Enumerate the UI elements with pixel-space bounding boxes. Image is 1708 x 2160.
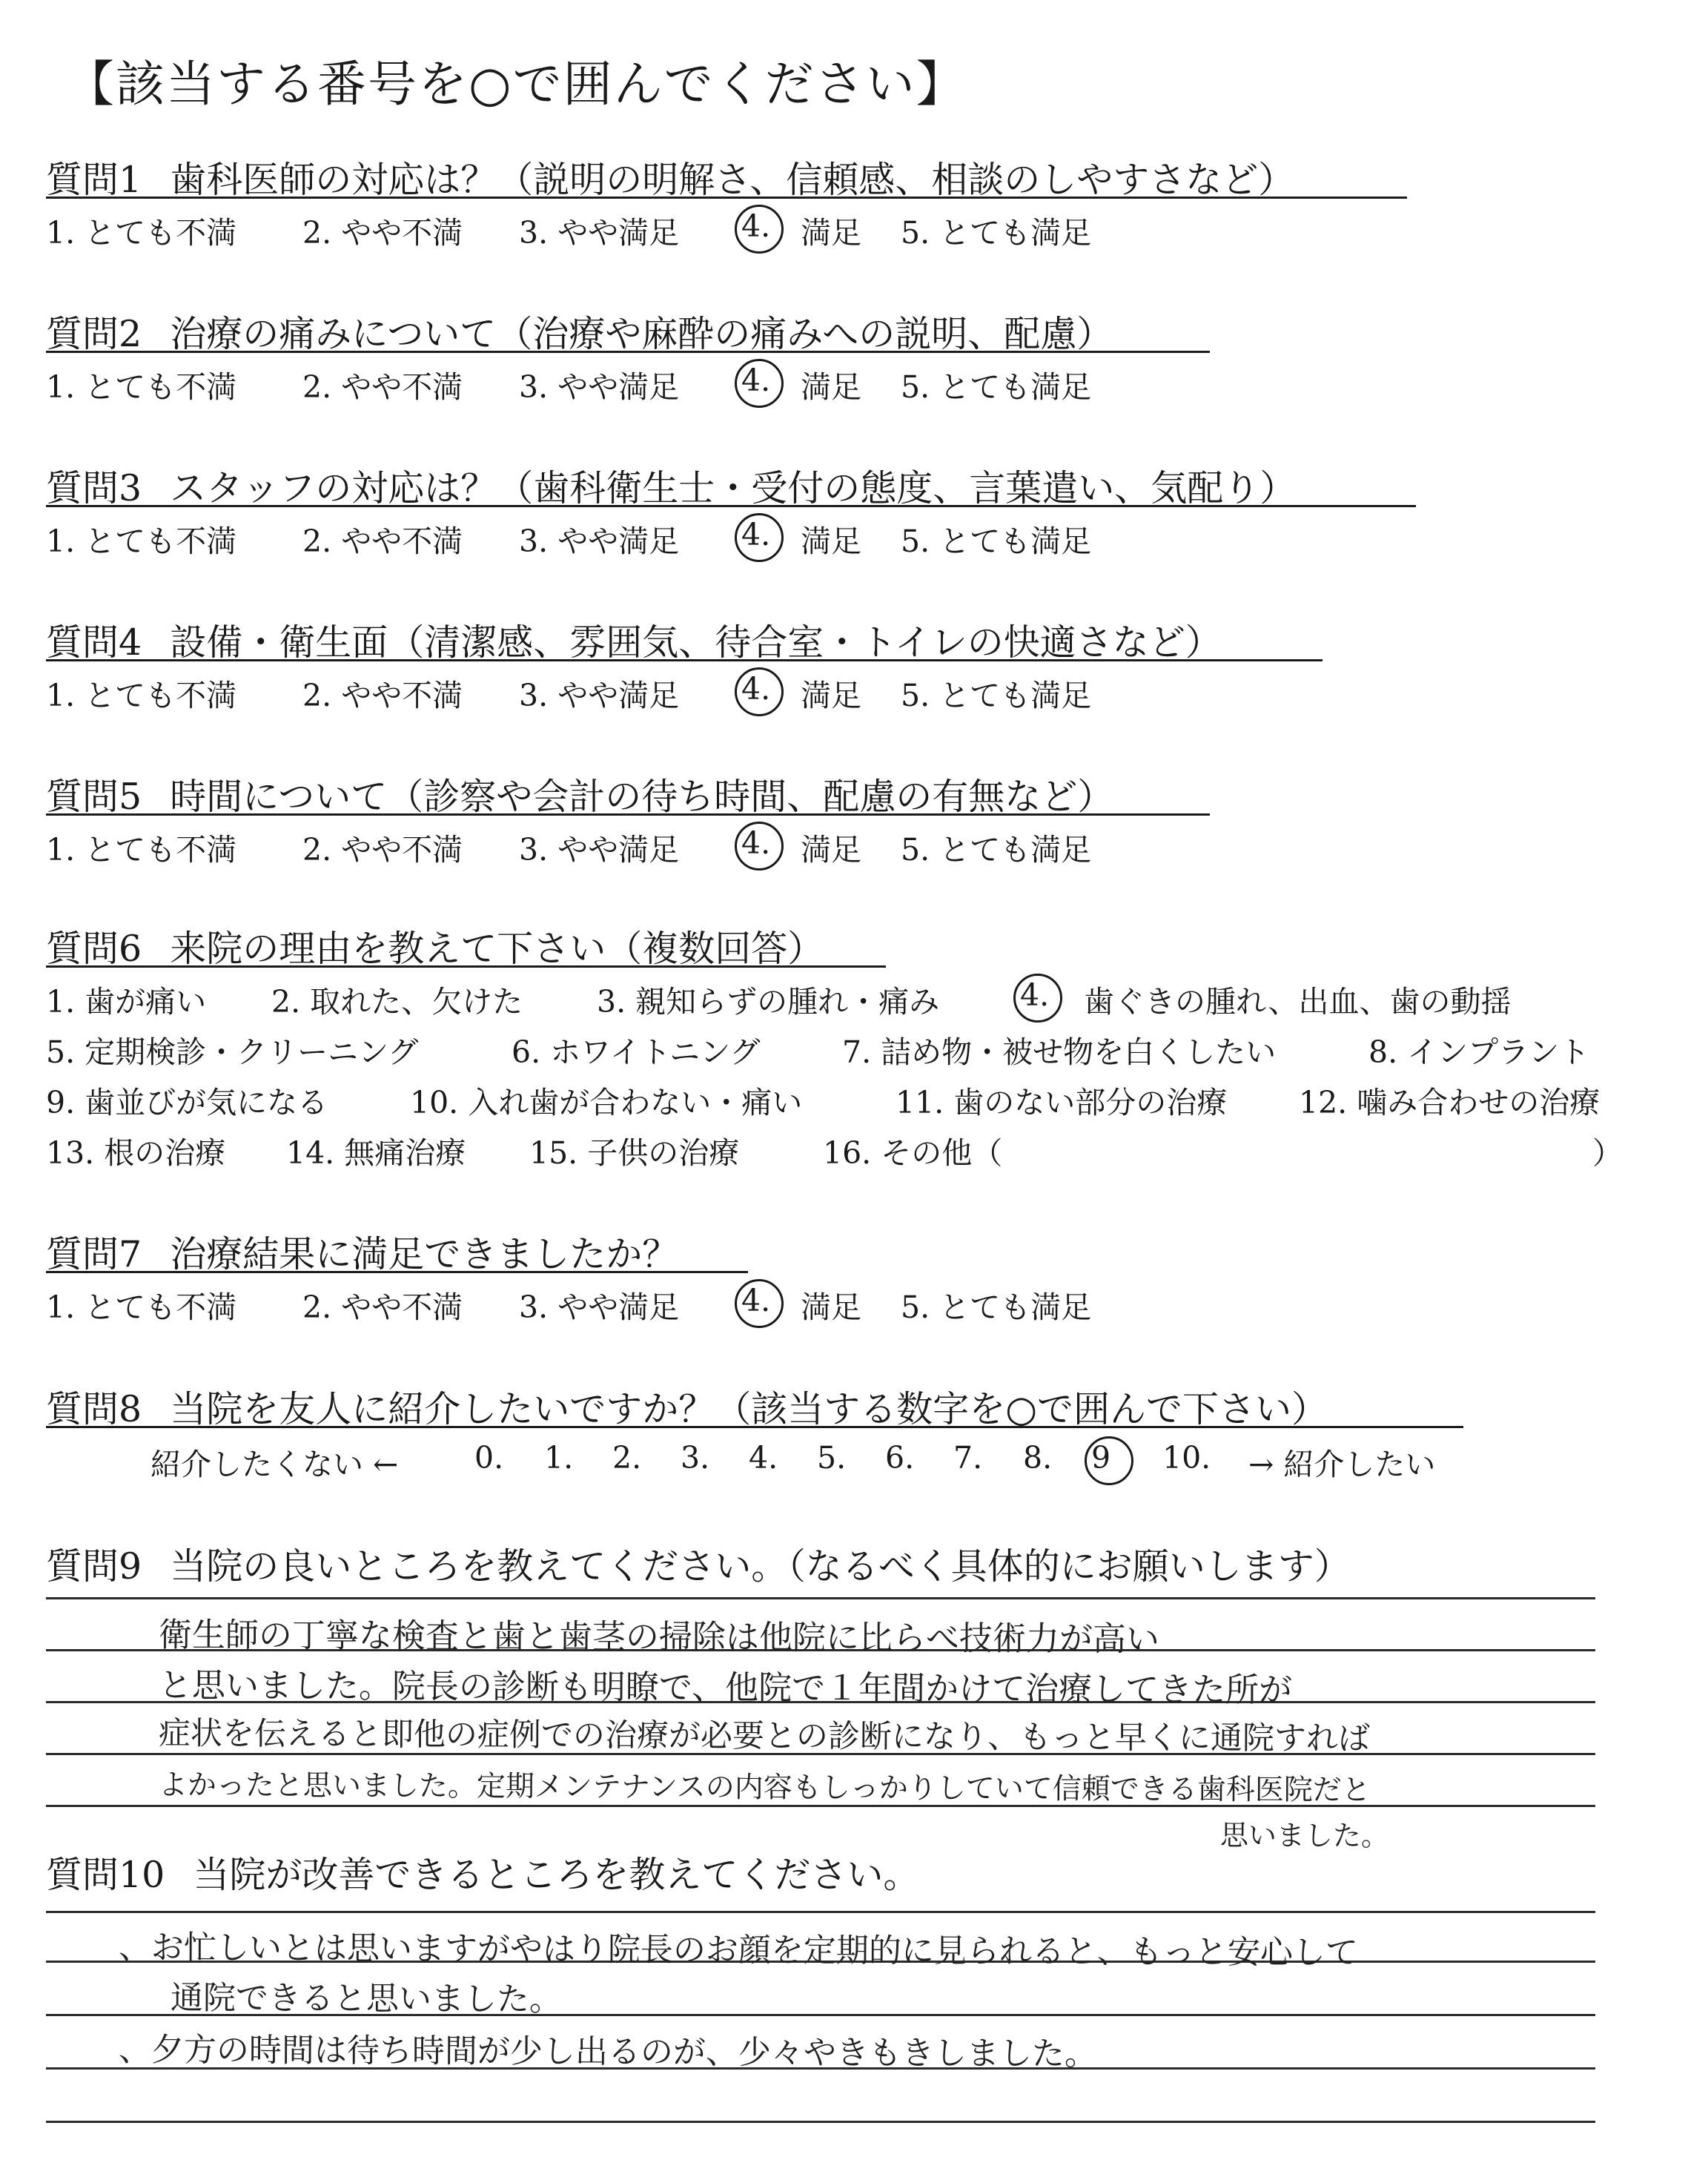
q3-opt3[interactable]: 3. やや満足 (519, 524, 680, 559)
q8-rule (46, 1426, 1463, 1428)
q10-answer-line: 、お忙しいとは思いますがやはり院長のお顔を定期的に見られると、もっと安心して (118, 1929, 1359, 1972)
q7-opt2[interactable]: 2. やや不満 (302, 1289, 463, 1325)
q2-number: 質問2 (46, 313, 142, 355)
q8-scale-7[interactable]: 7. (953, 1440, 983, 1476)
q7-opt1[interactable]: 1. とても不満 (46, 1289, 237, 1325)
q1-opt1[interactable]: 1. とても不満 (46, 215, 237, 251)
q9-answer-line: よかったと思いました。定期メンテナンスの内容もしっかりしていて信頼できる歯科医院だと (158, 1768, 1371, 1808)
q2-opt2[interactable]: 2. やや不満 (302, 369, 463, 405)
q5-opt5[interactable]: 5. とても満足 (901, 832, 1092, 868)
q6-number: 質問6 (46, 928, 142, 970)
q8-title (46, 1381, 1328, 1433)
q6-option-9[interactable]: 9. 歯並びが気になる (46, 1085, 328, 1120)
q10-answer-line: 通院できると思いました。 (170, 1979, 563, 2019)
q8-scale-9-circled[interactable]: 9 (1091, 1440, 1111, 1476)
q3-number: 質問3 (46, 467, 142, 509)
q8-scale-10[interactable]: 10. (1162, 1440, 1211, 1476)
q6-option-16-close: ） (1592, 1135, 1623, 1171)
q1-title (46, 151, 1294, 203)
q4-opt5[interactable]: 5. とても満足 (901, 678, 1092, 713)
q6-title (46, 920, 824, 972)
q5-title (46, 768, 1113, 820)
q7-text: 治療結果に満足できましたか？ (170, 1233, 679, 1275)
q5-opt3[interactable]: 3. やや満足 (519, 832, 680, 868)
q10-writing-line (46, 1911, 1595, 1913)
q10-title (46, 1846, 919, 1898)
q9-text: 当院の良いところを教えてください。（なるべく具体的にお願いします） (170, 1545, 1351, 1588)
q6-text: 来院の理由を教えて下さい（複数回答） (170, 928, 824, 970)
q2-opt5[interactable]: 5. とても満足 (901, 369, 1092, 405)
q1-opt3[interactable]: 3. やや満足 (519, 215, 680, 251)
q3-title (46, 460, 1296, 512)
q1-opt4-label[interactable]: 満足 (801, 215, 861, 251)
q1-opt4-circled[interactable]: 4. (741, 208, 771, 244)
q6-option-4-circled[interactable]: 4. (1020, 977, 1050, 1013)
q9-number: 質問9 (46, 1545, 142, 1588)
q1-text: 歯科医師の対応は？（説明の明解さ、信頼感、相談のしやすさなど） (170, 159, 1295, 201)
q2-opt1[interactable]: 1. とても不満 (46, 369, 237, 405)
q2-text: 治療の痛みについて（治療や麻酔の痛みへの説明、配慮） (170, 313, 1113, 355)
q2-title (46, 305, 1113, 357)
q2-opt3[interactable]: 3. やや満足 (519, 369, 680, 405)
q1-rule (46, 196, 1407, 199)
q2-rule (46, 351, 1210, 353)
q9-title (46, 1538, 1351, 1590)
q7-number: 質問7 (46, 1233, 142, 1275)
q5-rule (46, 813, 1210, 816)
q8-scale-4[interactable]: 4. (749, 1440, 778, 1476)
q8-number: 質問8 (46, 1388, 142, 1430)
q8-text: 当院を友人に紹介したいですか？（該当する数字を○で囲んで下さい） (170, 1388, 1328, 1430)
q9-answer-line: 症状を伝えると即他の症例での治療が必要との診断になり、もっと早くに通院すれば (158, 1715, 1371, 1758)
q8-scale-6[interactable]: 6. (885, 1440, 915, 1476)
q4-opt4-label[interactable]: 満足 (801, 678, 861, 713)
q7-opt4-circled[interactable]: 4. (741, 1283, 771, 1318)
q6-rule (46, 965, 886, 968)
q8-scale-8[interactable]: 8. (1023, 1440, 1053, 1476)
q3-opt4-label[interactable]: 満足 (801, 524, 861, 559)
q2-opt4-circled[interactable]: 4. (741, 363, 771, 398)
q9-answer-line: と思いました。院長の診断も明瞭で、他院で１年間かけて治療してきた所が (158, 1665, 1293, 1710)
q9-answer-line: 思いました。 (1219, 1819, 1390, 1852)
q5-opt1[interactable]: 1. とても不満 (46, 832, 237, 868)
q4-opt4-circled[interactable]: 4. (741, 671, 771, 707)
page-heading: 【該当する番号を○で囲んでください】 (65, 56, 967, 113)
q3-text: スタッフの対応は？（歯科衛生士・受付の態度、言葉遣い、気配り） (170, 467, 1297, 509)
q8-scale-0[interactable]: 0. (474, 1440, 504, 1476)
q8-scale-1[interactable]: 1. (544, 1440, 574, 1476)
q10-text: 当院が改善できるところを教えてください。 (193, 1854, 920, 1896)
q10-answer-line: 、夕方の時間は待ち時間が少し出るのが、少々やきもきしました。 (118, 2031, 1098, 2073)
q6-option-8[interactable]: 8. インプラント (1368, 1034, 1590, 1070)
q6-option-7[interactable]: 7. 詰め物・被せ物を白くしたい (842, 1034, 1277, 1070)
q5-number: 質問5 (46, 776, 142, 818)
q4-opt3[interactable]: 3. やや満足 (519, 678, 680, 713)
q6-option-13[interactable]: 13. 根の治療 (46, 1135, 226, 1171)
q4-opt1[interactable]: 1. とても不満 (46, 678, 237, 713)
q7-opt5[interactable]: 5. とても満足 (901, 1289, 1092, 1325)
q7-rule (46, 1271, 748, 1273)
q2-opt4-label[interactable]: 満足 (801, 369, 861, 405)
q3-opt1[interactable]: 1. とても不満 (46, 524, 237, 559)
q4-number: 質問4 (46, 621, 142, 664)
q6-option-5[interactable]: 5. 定期検診・クリーニング (46, 1034, 419, 1070)
q6-option-4-label[interactable]: 歯ぐきの腫れ、出血、歯の動揺 (1084, 984, 1512, 1020)
q10-number: 質問10 (46, 1854, 165, 1896)
q10-writing-line (46, 2121, 1595, 2123)
q8-right-label: → 紹介したい (1248, 1447, 1436, 1482)
q8-scale-2[interactable]: 2. (612, 1440, 642, 1476)
q6-option-3[interactable]: 3. 親知らずの腫れ・痛み (597, 984, 940, 1020)
q6-option-1[interactable]: 1. 歯が痛い (46, 984, 207, 1020)
q8-left-label: 紹介したくない ← (150, 1447, 399, 1482)
q8-scale-3[interactable]: 3. (681, 1440, 710, 1476)
q6-option-14[interactable]: 14. 無痛治療 (286, 1135, 466, 1171)
q6-option-6[interactable]: 6. ホワイトニング (512, 1034, 761, 1070)
q7-title (46, 1226, 678, 1278)
q1-number: 質問1 (46, 159, 142, 201)
q1-opt5[interactable]: 5. とても満足 (901, 215, 1092, 251)
q4-text: 設備・衛生面（清潔感、雰囲気、待合室・トイレの快適さなど） (170, 621, 1222, 664)
q4-opt2[interactable]: 2. やや不満 (302, 678, 463, 713)
q8-scale-5[interactable]: 5. (817, 1440, 847, 1476)
q6-option-15[interactable]: 15. 子供の治療 (529, 1135, 740, 1171)
q6-option-11[interactable]: 11. 歯のない部分の治療 (896, 1085, 1228, 1120)
q4-rule (46, 659, 1323, 661)
q5-opt2[interactable]: 2. やや不満 (302, 832, 463, 868)
q9-writing-line (46, 1597, 1595, 1599)
q6-option-12[interactable]: 12. 噛み合わせの治療 (1299, 1085, 1601, 1120)
q6-option-10[interactable]: 10. 入れ歯が合わない・痛い (410, 1085, 803, 1120)
q7-opt4-label[interactable]: 満足 (801, 1289, 861, 1325)
q5-text: 時間について（診察や会計の待ち時間、配慮の有無など） (170, 776, 1114, 818)
q5-opt4-label[interactable]: 満足 (801, 832, 861, 868)
q3-opt2[interactable]: 2. やや不満 (302, 524, 463, 559)
q7-opt3[interactable]: 3. やや満足 (519, 1289, 680, 1325)
q6-option-16[interactable]: 16. その他（ (823, 1135, 1003, 1171)
q3-rule (46, 505, 1416, 507)
q5-opt4-circled[interactable]: 4. (741, 825, 771, 861)
q1-opt2[interactable]: 2. やや不満 (302, 215, 463, 251)
q3-opt5[interactable]: 5. とても満足 (901, 524, 1092, 559)
q4-title (46, 614, 1222, 666)
q9-answer-line: 衛生師の丁寧な検査と歯と歯茎の掃除は他院に比らべ技術力が高い (158, 1615, 1160, 1659)
q6-option-2[interactable]: 2. 取れた、欠けた (271, 984, 523, 1020)
q3-opt4-circled[interactable]: 4. (741, 517, 771, 552)
